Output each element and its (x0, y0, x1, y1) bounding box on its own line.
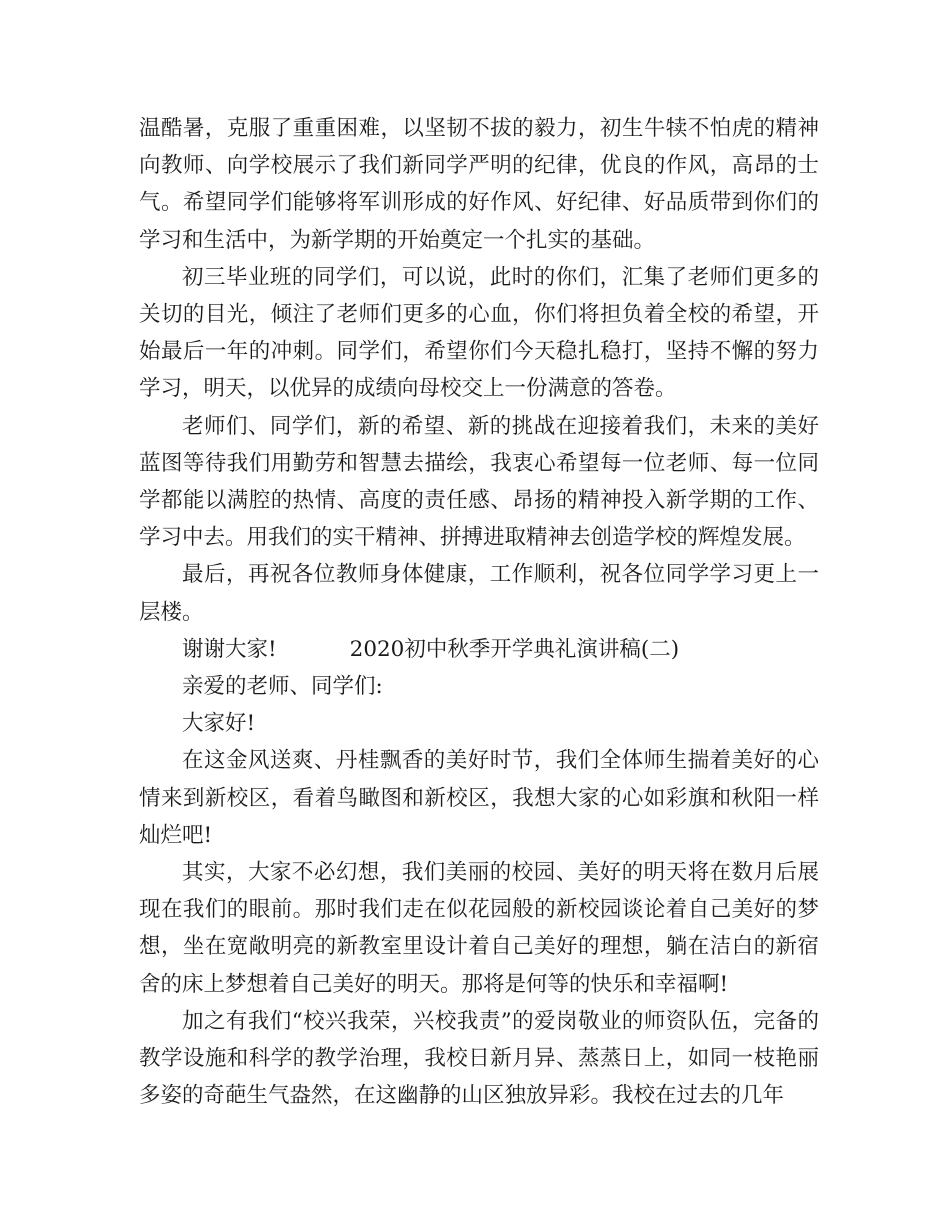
paragraph-new-campus: 其实，大家不必幻想，我们美丽的校园、美好的明天将在数月后展现在我们的眼前。那时我们走在似花园般的新校园谈论着自己美好的梦想，坐在宽敞明亮的新教室里设计着自己美好的理想，躺在洁白的新宿舍的床上梦想着自己美好的明天。那将是何等的快乐和幸福啊! (139, 860, 819, 997)
thanks-and-next-title-line (139, 631, 819, 668)
paragraph-graduating-class: 初三毕业班的同学们，可以说，此时的你们，汇集了老师们更多的关切的目光，倾注了老师们更多的心血，你们将担负着全校的希望，开始最后一年的冲刺。同学们，希望你们今天稳扎稳打，坚持不懈的努力学习，明天，以优异的成绩向母校交上一份满意的答卷。 (139, 264, 819, 402)
salutation: 亲爱的老师、同学们: (182, 674, 383, 700)
paragraph-military-training: 温酷暑，克服了重重困难，以坚韧不拔的毅力，初生牛犊不怕虎的精神向教师、向学校展示了我们新同学严明的纪律，优良的作风，高昂的士气。希望同学们能够将军训形成的好作风、好纪律、好品质带到你们的学习和生活中，为新学期的开始奠定一个扎实的基础。 (139, 116, 819, 253)
paragraph-autumn-season: 在这金风送爽、丹桂飘香的美好时节，我们全体师生揣着美好的心情来到新校区，看着鸟瞰图和新校区，我想大家的心如彩旗和秋阳一样灿烂吧! (139, 748, 819, 848)
document-page (139, 110, 819, 1114)
paragraph-closing-wishes: 最后，再祝各位教师身体健康，工作顺利，祝各位同学学习更上一层楼。 (139, 562, 819, 625)
thanks-text: 谢谢大家! (182, 636, 277, 662)
greeting: 大家好! (182, 711, 256, 737)
paragraph-faculty: 加之有我们“校兴我荣，兴校我责”的爱岗敬业的师资队伍，完备的教学设施和科学的教学治理，我校日新月异、蒸蒸日上，如同一枝艳丽多姿的奇葩生气盎然，在这幽静的山区独放异彩。我校在过去的几年 (139, 1008, 819, 1109)
paragraph-new-hope: 老师们、同学们，新的希望、新的挑战在迎接着我们，未来的美好蓝图等待我们用勤劳和智慧去描绘，我衷心希望每一位老师、每一位同学都能以满腔的热情、高度的责任感、昂扬的精神投入新学期的工作、学习中去。用我们的实干精神、拼搏进取精神去创造学校的辉煌发展。 (139, 413, 819, 551)
speech-title: 2020初中秋季开学典礼演讲稿(二) (349, 636, 680, 662)
